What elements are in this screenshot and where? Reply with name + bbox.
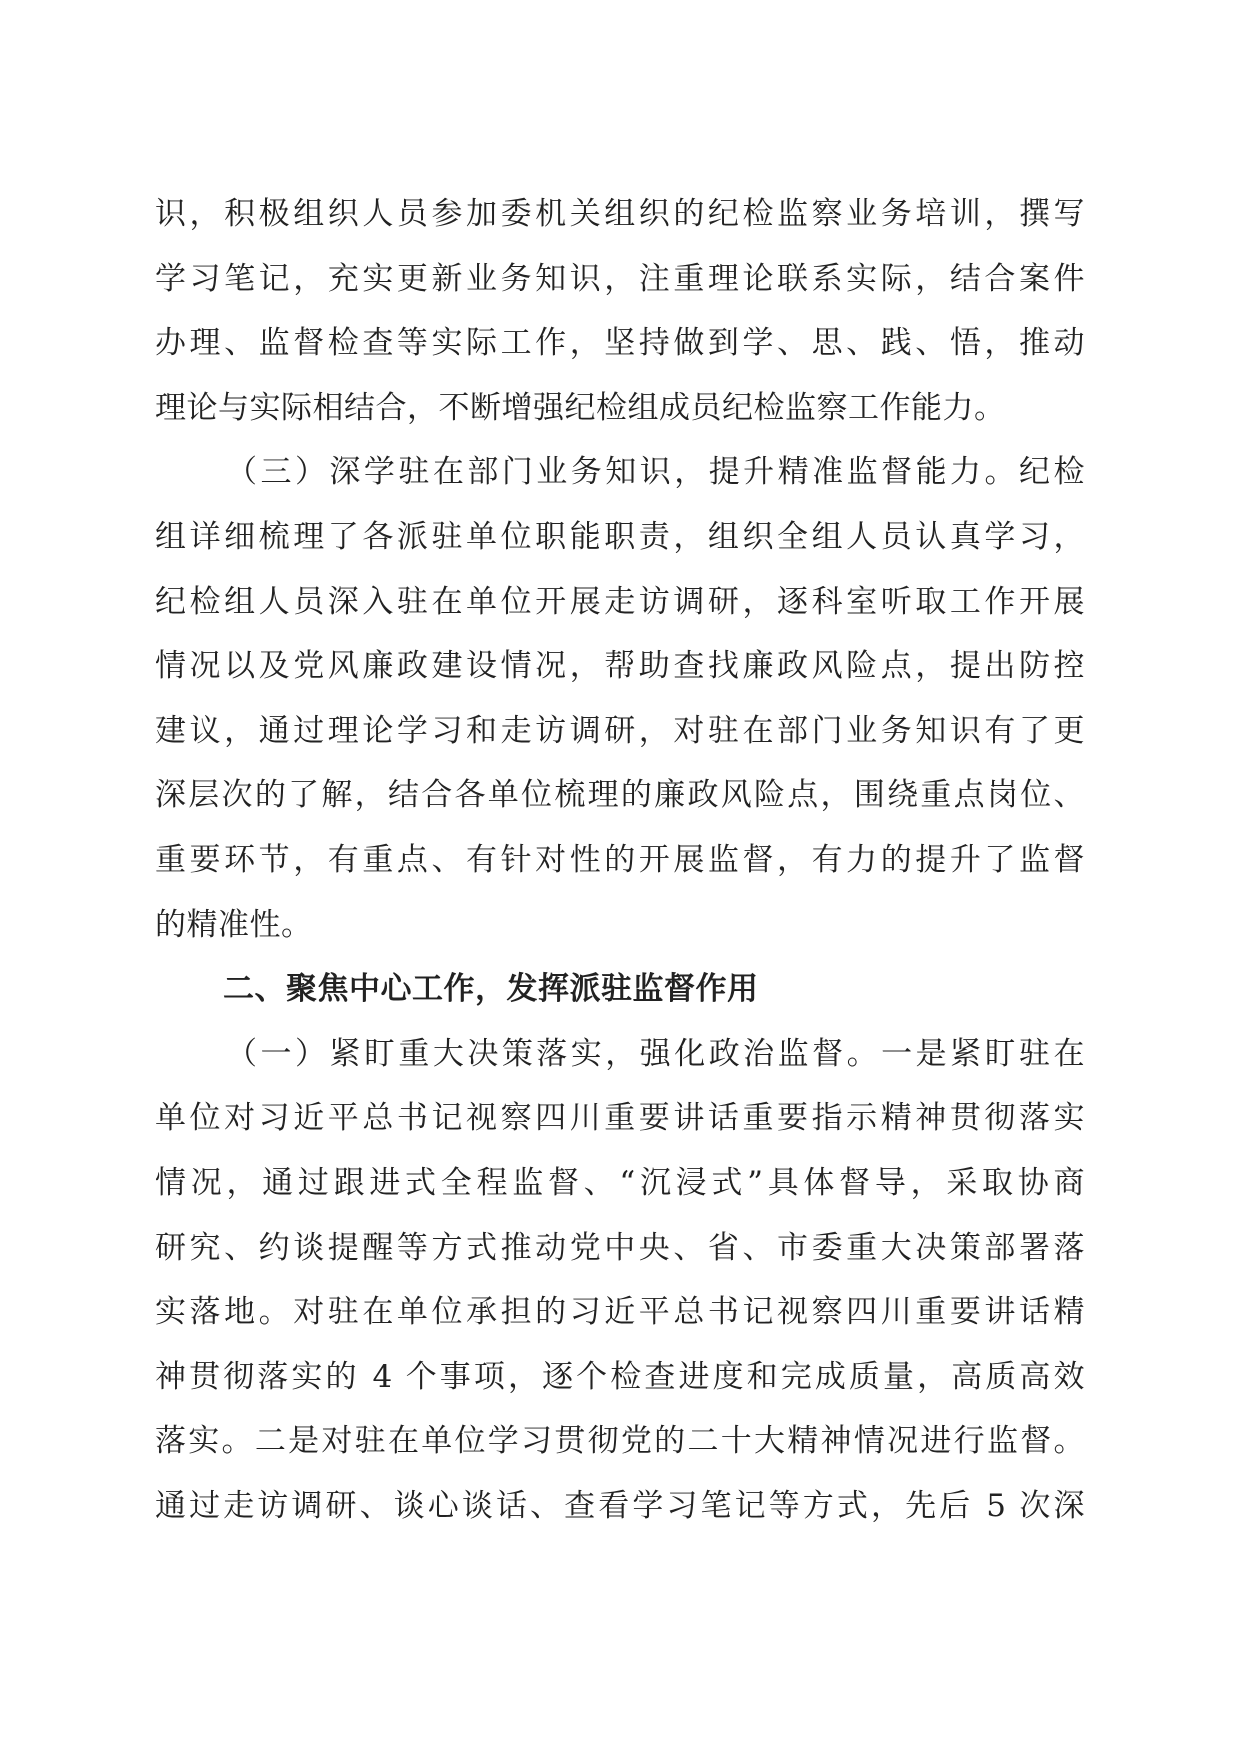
paragraph-line: 深层次的了解，结合各单位梳理的廉政风险点，围绕重点岗位、 [155, 777, 1085, 814]
paragraph-line: 通过走访调研、谈心谈话、查看学习笔记等方式，先后 5 次深 [155, 1487, 1085, 1524]
paragraph-line: 建议，通过理论学习和走访调研，对驻在部门业务知识有了更 [155, 712, 1085, 749]
paragraph-first-line: （一）紧盯重大决策落实，强化政治监督。一是紧盯驻在 [226, 1035, 1085, 1072]
paragraph-line: 单位对习近平总书记视察四川重要讲话重要指示精神贯彻落实 [155, 1100, 1085, 1137]
paragraph-line: 办理、监督检查等实际工作，坚持做到学、思、践、悟，推动 [155, 325, 1085, 362]
paragraph-line: 的精准性。 [155, 906, 313, 943]
paragraph-line: 理论与实际相结合，不断增强纪检组成员纪检监察工作能力。 [155, 389, 1006, 426]
paragraph-line: 识，积极组织人员参加委机关组织的纪检监察业务培训，撰写 [155, 196, 1085, 232]
paragraph-line: 落实。二是对驻在单位学习贯彻党的二十大精神情况进行监督。 [155, 1423, 1085, 1460]
paragraph-first-line: （三）深学驻在部门业务知识，提升精准监督能力。纪检 [226, 454, 1085, 491]
paragraph-line: 组详细梳理了各派驻单位职能职责，组织全组人员认真学习， [155, 518, 1085, 555]
section-heading: 二、聚焦中心工作，发挥派驻监督作用 [223, 971, 759, 1008]
paragraph-line: 情况，通过跟进式全程监督、“沉浸式”具体督导，采取协商 [155, 1164, 1085, 1201]
document-body [155, 182, 1085, 1538]
paragraph-line: 学习笔记，充实更新业务知识，注重理论联系实际，结合案件 [155, 260, 1085, 297]
paragraph-line: 研究、约谈提醒等方式推动党中央、省、市委重大决策部署落 [155, 1229, 1085, 1266]
paragraph-line: 情况以及党风廉政建设情况，帮助查找廉政风险点，提出防控 [155, 648, 1085, 685]
paragraph-line: 实落地。对驻在单位承担的习近平总书记视察四川重要讲话精 [155, 1294, 1085, 1331]
paragraph-line: 重要环节，有重点、有针对性的开展监督，有力的提升了监督 [155, 841, 1085, 878]
paragraph-line: 神贯彻落实的 4 个事项，逐个检查进度和完成质量，高质高效 [155, 1358, 1085, 1395]
paragraph-line: 纪检组人员深入驻在单位开展走访调研，逐科室听取工作开展 [155, 583, 1085, 620]
